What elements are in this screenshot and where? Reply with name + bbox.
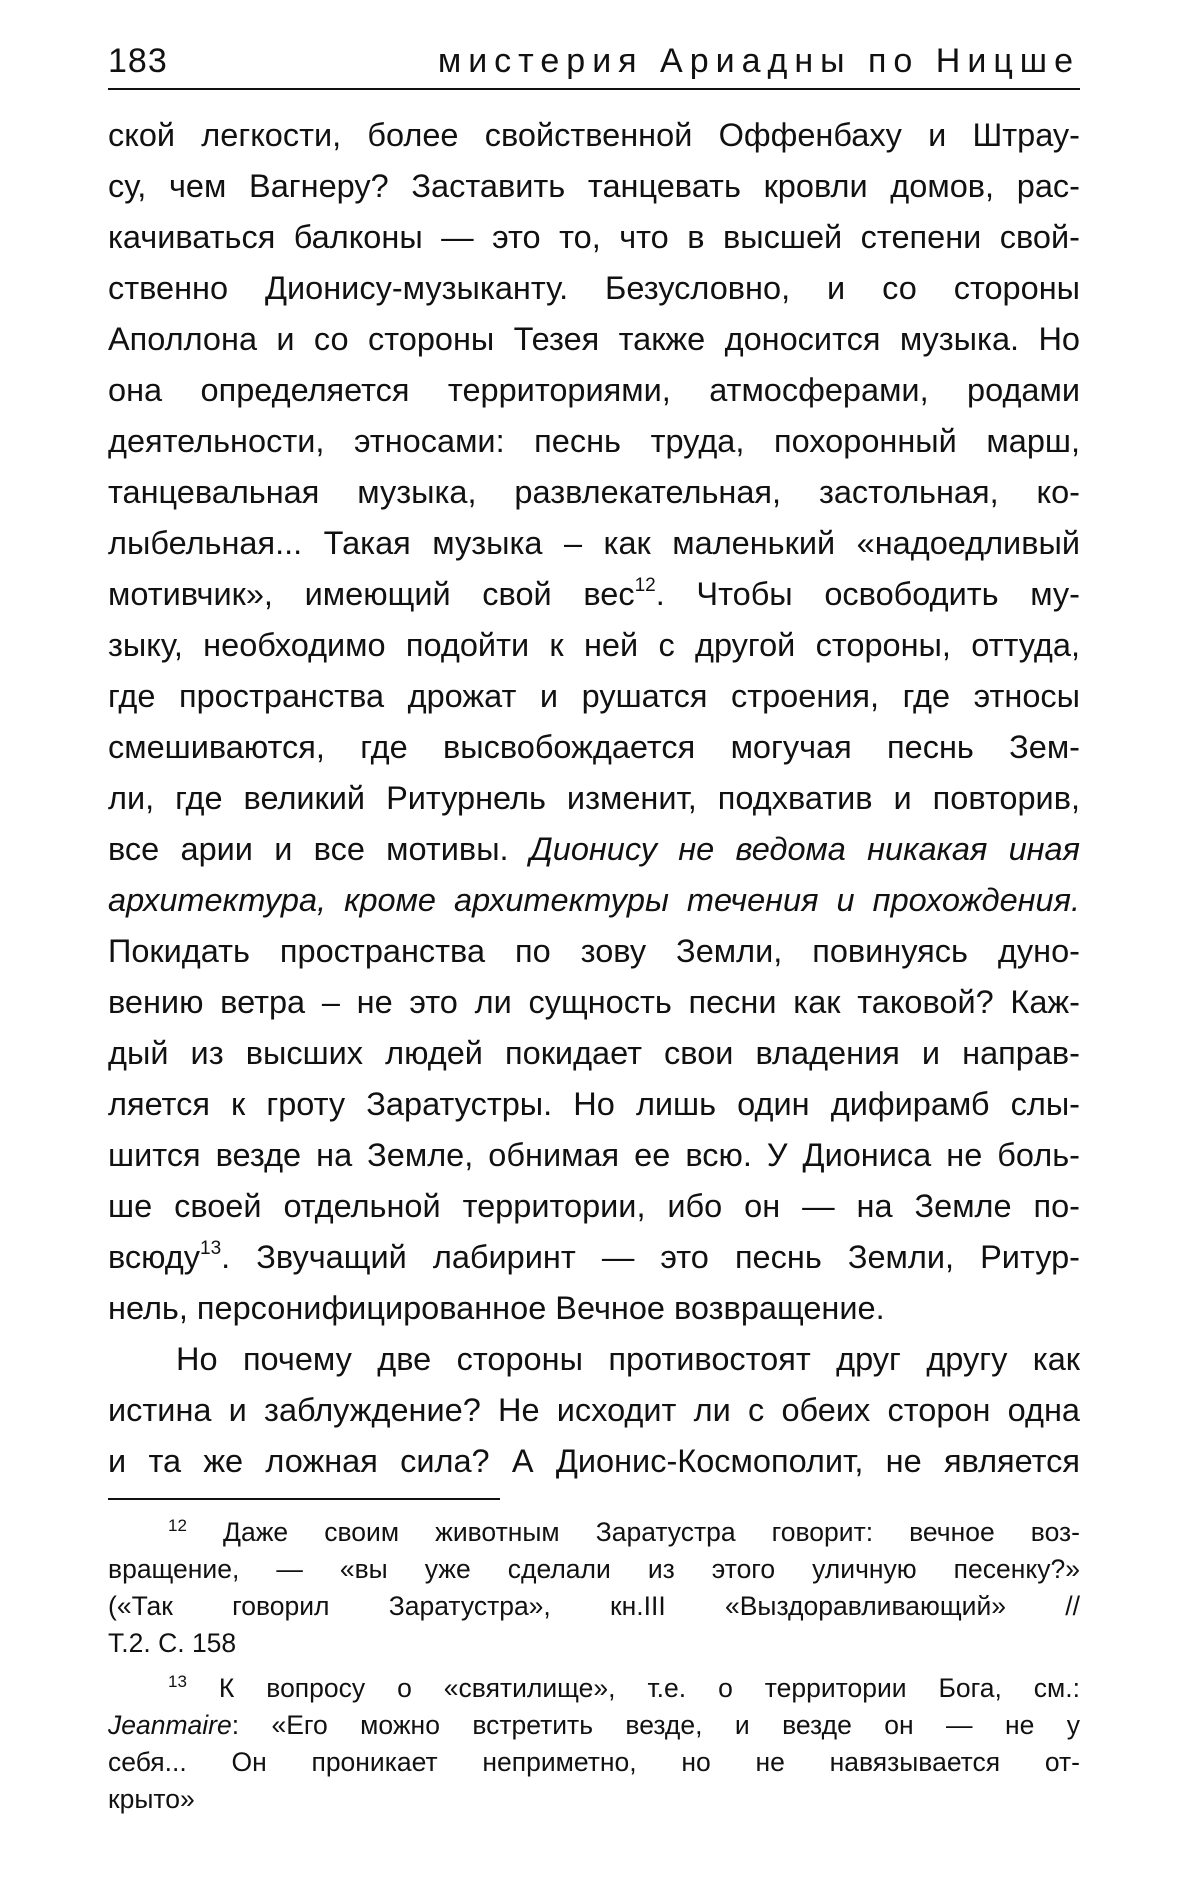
footnote-number: 13	[168, 1672, 187, 1691]
text-line	[108, 569, 1080, 620]
text-line	[108, 1232, 1080, 1283]
text-line: дый из высших людей покидает свои владения и направ-	[108, 1035, 1080, 1071]
text-line: ше своей отдельной территории, ибо он — на Земле по-	[108, 1188, 1080, 1224]
text-line: ственно Дионису-музыканту. Безусловно, и со стороны	[108, 270, 1080, 306]
paragraph-first-line: Но почему две стороны противостоят друг другу как	[176, 1341, 1080, 1377]
footnote-ref-12[interactable]: 12	[634, 575, 656, 596]
text-line: где пространства дрожат и рушатся строения, где этносы	[108, 678, 1080, 714]
footnote-rule	[108, 1498, 500, 1500]
footnote-text: К вопросу о «святилище», т.е. о территории Бога, см.:	[186, 1673, 1080, 1703]
text-line: деятельности, этносами: песнь труда, похоронный марш,	[108, 423, 1080, 459]
text-line: танцевальная музыка, развлекательная, застольная, ко-	[108, 474, 1080, 510]
text-line: и та же ложная сила? А Дионис-Космополит, не является	[108, 1443, 1080, 1479]
main-text	[108, 110, 1080, 1487]
footnote-text: Даже своим животным Заратустра говорит: вечное воз-	[186, 1517, 1080, 1547]
footnote-text: : «Его можно встретить везде, и везде он — не у	[231, 1710, 1080, 1740]
footnote-13-line	[108, 1670, 1080, 1707]
book-page	[108, 40, 1080, 1860]
footnote-12-line: («Так говорил Заратустра», кн.III «Выздоравливающий» //	[108, 1591, 1080, 1621]
text-line: она определяется территориями, атмосферами, родами	[108, 372, 1080, 408]
footnote-12-line: Т.2. С. 158	[108, 1628, 237, 1658]
text-fragment: . Звучащий лабиринт — это песнь Земли, Ритур-	[221, 1239, 1080, 1275]
text-line: зыку, необходимо подойти к ней с другой стороны, оттуда,	[108, 627, 1080, 663]
text-line: смешиваются, где высвобождается могучая песнь Зем-	[108, 729, 1080, 765]
text-fragment: всюду	[108, 1239, 201, 1275]
text-line: нель, персонифицированное Вечное возвращение.	[108, 1290, 885, 1326]
header-rule	[108, 88, 1080, 90]
text-line: Аполлона и со стороны Тезея также доносится музыка. Но	[108, 321, 1080, 357]
footnote-gap	[108, 1662, 1080, 1670]
text-line: качиваться балконы — это то, что в высшей степени свой-	[108, 219, 1080, 255]
text-fragment: все арии и все мотивы.	[108, 831, 530, 867]
author-name: Jeanmaire	[108, 1710, 232, 1740]
text-line: истина и заблуждение? Не исходит ли с обеих сторон одна	[108, 1392, 1080, 1428]
italic-text-line: архитектура, кроме архитектуры течения и прохождения.	[108, 882, 1080, 918]
text-line: шится везде на Земле, обнимая ее всю. У Диониса не боль-	[108, 1137, 1080, 1173]
page-header	[108, 40, 1080, 92]
text-fragment: . Чтобы освободить му-	[655, 576, 1080, 612]
text-line: су, чем Вагнеру? Заставить танцевать кровли домов, рас-	[108, 168, 1080, 204]
footnote-13-line	[108, 1707, 1080, 1744]
page-number: 183	[108, 42, 168, 80]
text-line	[108, 824, 1080, 875]
footnote-13-line: крыто»	[108, 1784, 195, 1814]
text-line: ской легкости, более свойственной Оффенбаху и Штрау-	[108, 117, 1080, 153]
footnote-number: 12	[168, 1516, 187, 1535]
text-line: лыбельная... Такая музыка – как маленький «надоедливый	[108, 525, 1080, 561]
text-line: вению ветра – не это ли сущность песни как таковой? Каж-	[108, 984, 1080, 1020]
footnote-13-line: себя... Он проникает неприметно, но не навязывается от-	[108, 1747, 1080, 1777]
running-title: мистерия Ариадны по Ницше	[437, 42, 1080, 80]
footnote-ref-13[interactable]: 13	[200, 1238, 222, 1259]
text-line: Покидать пространства по зову Земли, повинуясь дуно-	[108, 933, 1080, 969]
footnote-12-line: вращение, — «вы уже сделали из этого уличную песенку?»	[108, 1554, 1080, 1584]
footnotes	[108, 1514, 1080, 1818]
italic-text: Дионису не ведома никакая иная	[529, 831, 1080, 867]
text-line: ляется к гроту Заратустры. Но лишь один дифирамб слы-	[108, 1086, 1080, 1122]
text-line: ли, где великий Ритурнель изменит, подхватив и повторив,	[108, 780, 1080, 816]
footnote-12-line	[108, 1514, 1080, 1551]
text-fragment: мотивчик», имеющий свой вес	[108, 576, 635, 612]
